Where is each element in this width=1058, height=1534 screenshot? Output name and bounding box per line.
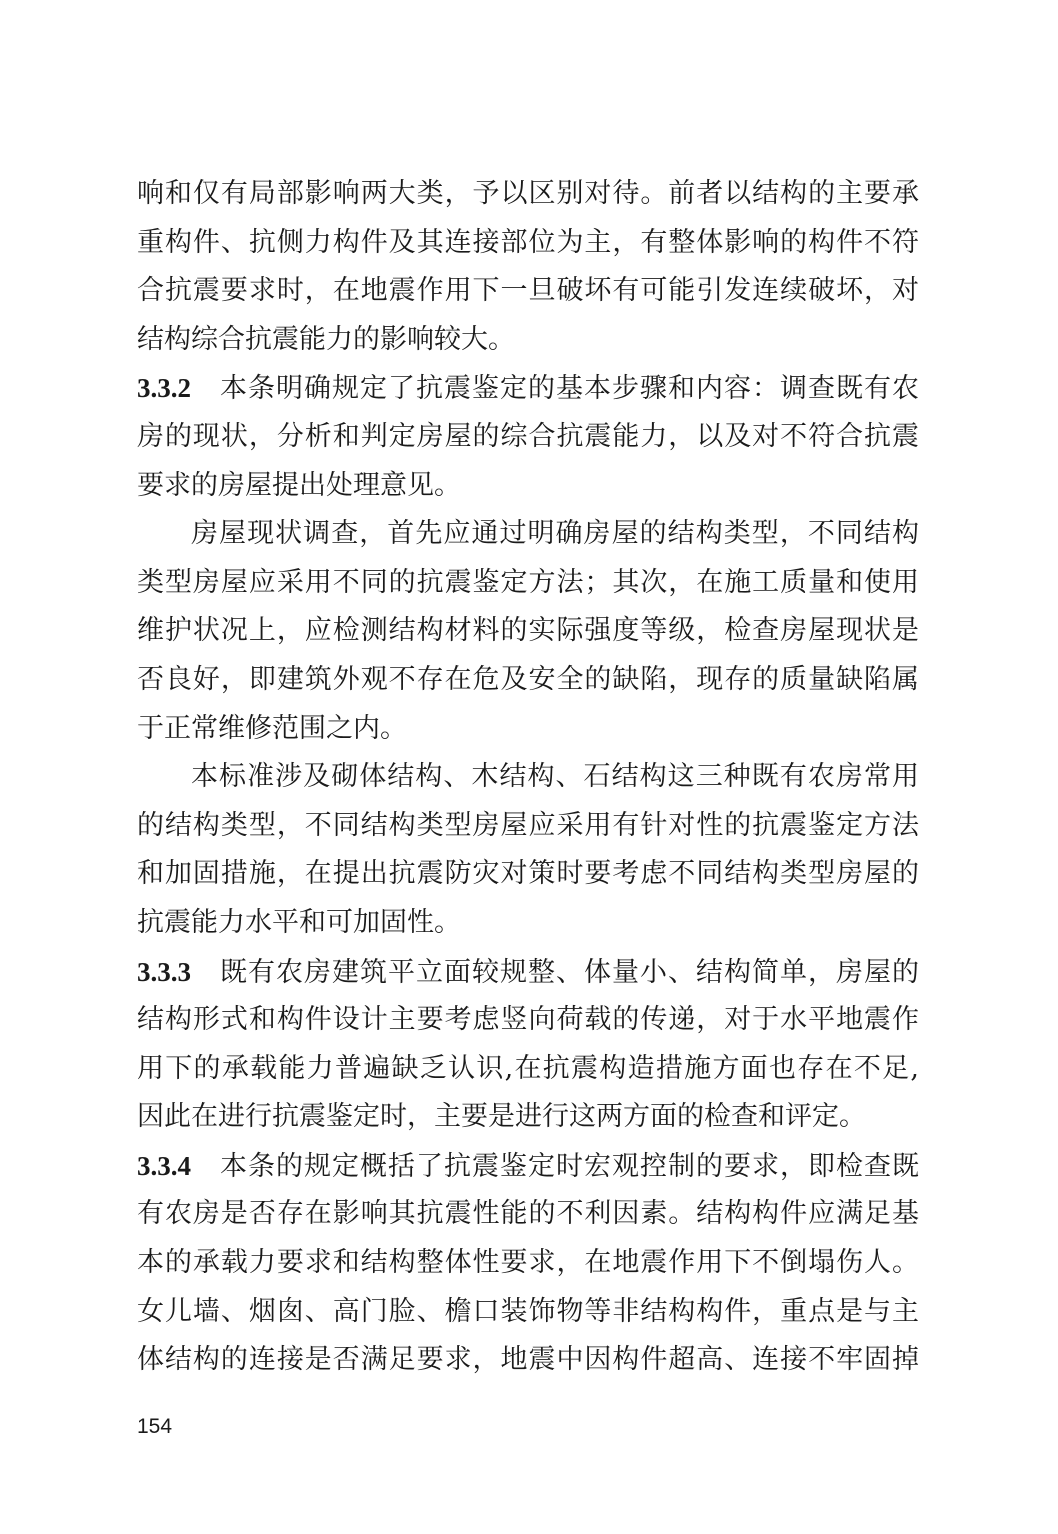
page-number: 154 (137, 1415, 173, 1438)
text-line (137, 219, 919, 268)
line-text: 和加固措施，在提出抗震防灾对策时要考虑不同结构类型房屋的 (137, 858, 919, 890)
line-text: 因此在进行抗震鉴定时，主要是进行这两方面的检查和评定。 (137, 1101, 866, 1133)
line-text: 本标准涉及砌体结构、木结构、石结构这三种既有农房常用 (191, 761, 919, 793)
line-text: 要求的房屋提出处理意见。 (137, 469, 461, 501)
text-line (137, 656, 919, 705)
clause-number: 3.3.2 (137, 373, 191, 404)
text-line (137, 996, 919, 1045)
line-text: 合抗震要求时，在地震作用下一旦破坏有可能引发连续破坏，对 (137, 275, 919, 307)
clause-number: 3.3.3 (137, 956, 191, 987)
line-text: 重构件、抗侧力构件及其连接部位为主，有整体影响的构件不符 (137, 226, 919, 258)
text-line (137, 850, 919, 899)
text-line (137, 607, 919, 656)
line-text: 既有农房建筑平立面较规整、体量小、结构简单，房屋的 (219, 956, 919, 988)
text-line (137, 1045, 919, 1094)
line-text: 维护状况上，应检测结构材料的实际强度等级，检查房屋现状是 (137, 615, 919, 647)
line-text: 的结构类型，不同结构类型房屋应采用有针对性的抗震鉴定方法 (137, 809, 919, 841)
text-line (137, 1093, 919, 1142)
line-text: 抗震能力水平和可加固性。 (137, 906, 461, 938)
line-text: 结构综合抗震能力的影响较大。 (137, 323, 515, 355)
line-text: 房的现状，分析和判定房屋的综合抗震能力，以及对不符合抗震 (137, 420, 919, 452)
text-line (137, 170, 919, 219)
text-line (137, 267, 919, 316)
text-line (137, 1142, 919, 1191)
text-line (137, 802, 919, 851)
text-line (137, 753, 919, 802)
line-text: 于正常维修范围之内。 (137, 712, 407, 744)
line-text: 结构形式和构件设计主要考虑竖向荷载的传递，对于水平地震作 (137, 1004, 919, 1036)
line-text: 本条明确规定了抗震鉴定的基本步骤和内容：调查既有农 (219, 373, 919, 405)
line-text: 有农房是否存在影响其抗震性能的不利因素。结构构件应满足基 (137, 1198, 919, 1230)
text-line (137, 364, 919, 413)
text-line (137, 559, 919, 608)
text-line (137, 316, 919, 365)
line-text: 用下的承载能力普遍缺乏认识,在抗震构造措施方面也存在不足, (137, 1052, 919, 1084)
line-text: 类型房屋应采用不同的抗震鉴定方法；其次，在施工质量和使用 (137, 566, 919, 598)
text-line (137, 413, 919, 462)
clause-number: 3.3.4 (137, 1150, 191, 1181)
text-line (137, 705, 919, 754)
text-line (137, 1336, 919, 1385)
line-text: 本的承载力要求和结构整体性要求，在地震作用下不倒塌伤人。 (137, 1247, 919, 1279)
text-line (137, 1190, 919, 1239)
line-text: 房屋现状调查，首先应通过明确房屋的结构类型，不同结构 (191, 518, 919, 550)
text-line (137, 899, 919, 948)
text-line (137, 1288, 919, 1337)
text-line (137, 1239, 919, 1288)
text-line (137, 510, 919, 559)
body-text (137, 170, 919, 1385)
line-text: 女儿墙、烟囱、高门脸、檐口装饰物等非结构构件，重点是与主 (137, 1295, 919, 1327)
text-line (137, 462, 919, 511)
text-line (137, 948, 919, 997)
line-text: 本条的规定概括了抗震鉴定时宏观控制的要求，即检查既 (219, 1150, 919, 1182)
line-text: 否良好，即建筑外观不存在危及安全的缺陷，现存的质量缺陷属 (137, 663, 919, 695)
line-text: 响和仅有局部影响两大类，予以区别对待。前者以结构的主要承 (137, 178, 919, 209)
line-text: 体结构的连接是否满足要求，地震中因构件超高、连接不牢固掉 (137, 1344, 919, 1376)
